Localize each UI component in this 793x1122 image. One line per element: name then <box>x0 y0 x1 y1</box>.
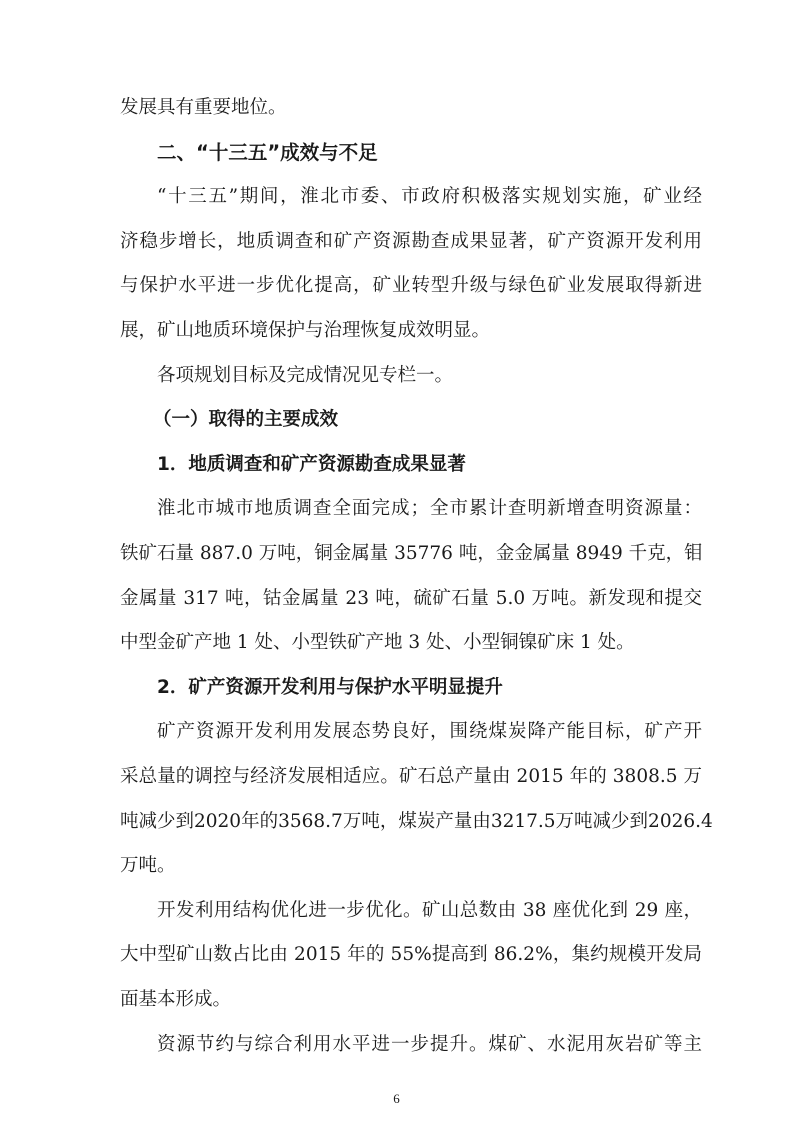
paragraph-line: 万吨。 <box>120 855 176 877</box>
subsubsection-heading: 1．地质调查和矿产资源勘查成果显著 <box>157 453 466 475</box>
paragraph-line: 矿产资源开发利用发展态势良好，围绕煤炭降产能目标，矿产开 <box>157 721 702 743</box>
paragraph-line: 资源节约与综合利用水平进一步提升。煤矿、水泥用灰岩矿等主 <box>157 1033 702 1055</box>
paragraph-line: 面基本形成。 <box>120 989 232 1010</box>
paragraph-line: 与保护水平进一步优化提高，矿业转型升级与绿色矿业发展取得新进 <box>120 275 702 297</box>
paragraph-line: 大中型矿山数占比由 2015 年的 55%提高到 86.2%，集约规模开发局 <box>120 944 702 966</box>
paragraph-line: 各项规划目标及完成情况见专栏一。 <box>157 364 454 386</box>
paragraph-line: 中型金矿产地 1 处、小型铁矿产地 3 处、小型铜镍矿床 1 处。 <box>120 632 635 654</box>
paragraph-line: 金属量 317 吨，钴金属量 23 吨，硫矿石量 5.0 万吨。新发现和提交 <box>120 587 702 609</box>
subsubsection-heading: 2．矿产资源开发利用与保护水平明显提升 <box>157 676 503 698</box>
paragraph-line: “十三五”期间，淮北市委、市政府积极落实规划实施，矿业经 <box>157 186 702 208</box>
paragraph-line: 铁矿石量 887.0 万吨，铜金属量 35776 吨，金金属量 8949 千克，钼 <box>120 543 703 564</box>
paragraph-line: 吨减少到2020年的3568.7万吨，煤炭产量由3217.5万吨减少到2026.4 <box>120 810 713 832</box>
subsection-heading: （一）取得的主要成效 <box>153 409 339 431</box>
page-number: 6 <box>393 1091 400 1107</box>
paragraph-line: 济稳步增长，地质调查和矿产资源勘查成果显著，矿产资源开发利用 <box>120 230 702 252</box>
paragraph-line: 开发利用结构优化进一步优化。矿山总数由 38 座优化到 29 座， <box>157 899 702 921</box>
paragraph-line: 淮北市城市地质调查全面完成；全市累计查明新增查明资源量： <box>157 498 702 520</box>
paragraph-line: 采总量的调控与经济发展相适应。矿石总产量由 2015 年的 3808.5 万 <box>120 766 702 787</box>
paragraph-line: 发展具有重要地位。 <box>120 97 287 118</box>
paragraph-line: 展，矿山地质环境保护与治理恢复成效明显。 <box>120 320 491 341</box>
section-heading: 二、“十三五”成效与不足 <box>157 140 378 164</box>
